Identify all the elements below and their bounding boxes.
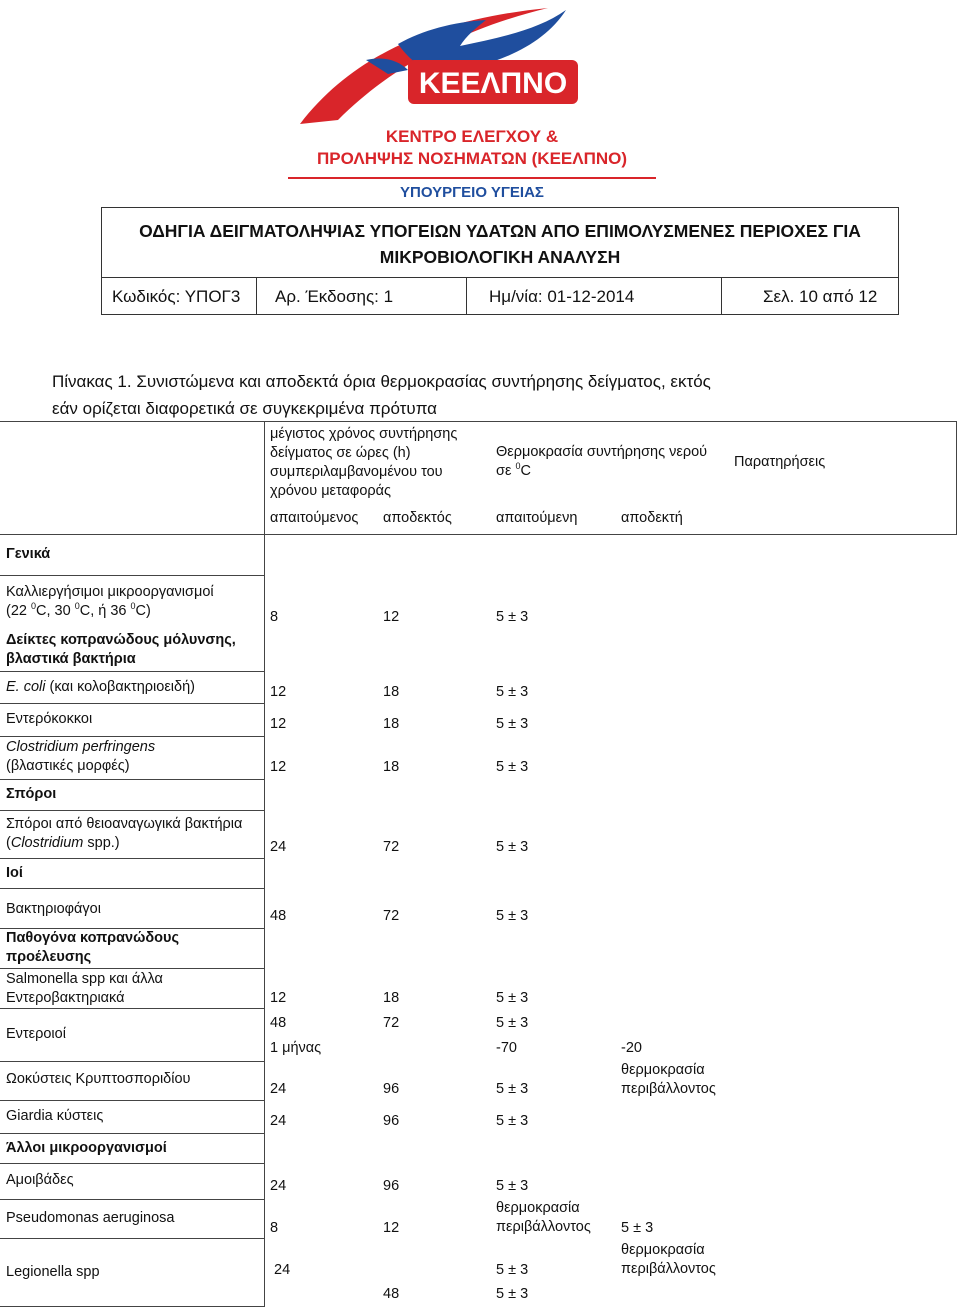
section-fecal-pathogens bbox=[6, 929, 179, 967]
cell-legionella-required-time: 24 bbox=[274, 1262, 291, 1278]
document-date: Ημ/νία: 01-12-2014 bbox=[489, 287, 635, 306]
cell-cryptosporidium-accepted-time: 96 bbox=[383, 1081, 400, 1097]
cell-cultivable-required-temp: 5 ± 3 bbox=[496, 609, 529, 625]
cell-giardia-required-temp: 5 ± 3 bbox=[496, 1113, 529, 1129]
document-title-line2: ΜΙΚΡΟΒΙΟΛΟΓΙΚΗ ΑΝΑΛΥΣΗ bbox=[379, 247, 621, 267]
cell-pseudomonas-accepted-temp: 5 ± 3 bbox=[621, 1220, 654, 1236]
column-header-max-time-line1: μέγιστος χρόνος συντήρησης bbox=[270, 426, 458, 442]
cell-salmonella-required-time: 12 bbox=[270, 990, 287, 1006]
document-code: Κωδικός: ΥΠΟΓ3 bbox=[112, 287, 241, 306]
table-grid-line bbox=[0, 1133, 265, 1134]
cell-enteroviruses-required-temp: 5 ± 3 bbox=[496, 1015, 529, 1031]
text-span: (και κολοβακτηριοειδή) bbox=[45, 679, 195, 695]
cell-enteroviruses-alt-required-temp: -70 bbox=[496, 1040, 517, 1056]
text-span: C, ή 36 bbox=[79, 603, 131, 619]
cell-pseudomonas-required-temp bbox=[496, 1199, 591, 1237]
cell-enteroviruses-accepted-time: 72 bbox=[383, 1015, 400, 1031]
table-grid-line bbox=[264, 421, 265, 534]
row-cultivable-label bbox=[6, 583, 214, 621]
row-sulfite-spores-label-line1: Σπόροι από θειοαναγωγικά βακτήρια bbox=[6, 816, 243, 832]
cell-legionella-accepted-temp-line2: περιβάλλοντος bbox=[621, 1261, 716, 1277]
table-grid-line bbox=[0, 810, 265, 811]
cell-enterococci-required-time: 12 bbox=[270, 716, 287, 732]
text-span: (22 bbox=[6, 603, 31, 619]
cell-ecoli-required-temp: 5 ± 3 bbox=[496, 684, 529, 700]
row-legionella-label: Legionella spp bbox=[6, 1264, 100, 1280]
cell-legionella-accepted-temp-line1: θερμοκρασία bbox=[621, 1242, 705, 1258]
cell-amoebae-accepted-time: 96 bbox=[383, 1178, 400, 1194]
logo-ministry: ΥΠΟΥΡΓΕΙΟ ΥΓΕΙΑΣ bbox=[400, 184, 544, 201]
header-separator bbox=[721, 278, 722, 315]
section-fecal-pathogens-line2: προέλευσης bbox=[6, 949, 92, 965]
cell-salmonella-accepted-time: 18 bbox=[383, 990, 400, 1006]
cell-enteroviruses-required-time: 48 bbox=[270, 1015, 287, 1031]
cell-cryptosporidium-accepted-temp-line2: περιβάλλοντος bbox=[621, 1081, 716, 1097]
section-fecal-indicators bbox=[6, 631, 236, 669]
cell-ecoli-required-time: 12 bbox=[270, 684, 287, 700]
logo-org-short: ΚΕΕΛΠΝΟ bbox=[418, 67, 568, 100]
dove-logo-icon bbox=[248, 0, 696, 204]
column-header-max-time-line2: δείγματος σε ώρες (h) bbox=[270, 445, 411, 461]
cell-legionella-required-temp: 5 ± 3 bbox=[496, 1262, 529, 1278]
row-cultivable-label-line1: Καλλιεργήσιμοι μικροοργανισμοί bbox=[6, 584, 214, 600]
cell-enterococci-required-temp: 5 ± 3 bbox=[496, 716, 529, 732]
cell-cryptosporidium-required-time: 24 bbox=[270, 1081, 287, 1097]
table-grid-line bbox=[0, 1238, 265, 1239]
text-span: C) bbox=[135, 603, 151, 619]
row-salmonella-label bbox=[6, 970, 163, 1008]
section-viruses: Ιοί bbox=[6, 865, 23, 881]
table-grid-line bbox=[0, 1008, 265, 1009]
logo-org-line1: ΚΕΝΤΡΟ ΕΛΕΓΧΟΥ & bbox=[385, 127, 559, 146]
cell-sulfite-required-time: 24 bbox=[270, 839, 287, 855]
row-clostridium-label bbox=[6, 738, 155, 776]
table-caption-line2: εάν ορίζεται διαφορετικά σε συγκεκριμένα πρότυπα bbox=[52, 399, 438, 418]
table-grid-line bbox=[0, 1199, 265, 1200]
cell-salmonella-required-temp: 5 ± 3 bbox=[496, 990, 529, 1006]
cell-amoebae-required-time: 24 bbox=[270, 1178, 287, 1194]
keelpno-logo bbox=[248, 0, 696, 204]
column-header-max-time bbox=[270, 425, 476, 501]
table-caption-line1: Πίνακας 1. Συνιστώμενα και αποδεκτά όρια θερμοκρασίας συντήρησης δείγματος, εκτός bbox=[52, 372, 711, 391]
table-grid-line bbox=[0, 421, 957, 422]
ecoli-species-name: E. coli bbox=[6, 679, 46, 695]
table-caption bbox=[52, 368, 952, 422]
table-grid-line bbox=[0, 1306, 265, 1307]
cell-cultivable-required-time: 8 bbox=[270, 609, 279, 625]
row-cultivable-label-line2 bbox=[6, 602, 214, 621]
degree-superscript: 0 bbox=[130, 601, 136, 612]
row-giardia-label: Giardia κύστεις bbox=[6, 1108, 104, 1124]
cell-sulfite-accepted-time: 72 bbox=[383, 839, 400, 855]
table-grid-line bbox=[0, 1061, 265, 1062]
subheader-required-time: απαιτούμενος bbox=[270, 510, 359, 526]
cell-cryptosporidium-accepted-temp bbox=[621, 1061, 716, 1099]
table-grid-line bbox=[0, 575, 265, 576]
document-header-box bbox=[101, 207, 899, 315]
degree-superscript: 0 bbox=[74, 601, 80, 612]
text-span: C, 30 bbox=[36, 603, 75, 619]
temperature-unit: C bbox=[520, 463, 531, 479]
header-separator bbox=[256, 278, 257, 315]
section-fecal-pathogens-line1: Παθογόνα κοπρανώδους bbox=[6, 930, 179, 946]
row-clostridium-label-line1: Clostridium perfringens bbox=[6, 739, 156, 755]
cell-bacteriophages-required-temp: 5 ± 3 bbox=[496, 908, 529, 924]
cell-cultivable-accepted-time: 12 bbox=[383, 609, 400, 625]
row-enterococci-label: Εντερόκοκκοι bbox=[6, 711, 93, 727]
section-spores: Σπόροι bbox=[6, 786, 57, 802]
cell-ecoli-accepted-time: 18 bbox=[383, 684, 400, 700]
row-clostridium-label-line2: (βλαστικές μορφές) bbox=[6, 758, 130, 774]
cell-clostridium-accepted-time: 18 bbox=[383, 759, 400, 775]
column-header-max-time-line4: χρόνου μεταφοράς bbox=[270, 483, 392, 499]
cell-legionella-alt-accepted-time: 48 bbox=[383, 1286, 400, 1302]
cell-enteroviruses-alt-time: 1 μήνας bbox=[270, 1040, 322, 1056]
cell-cryptosporidium-required-temp: 5 ± 3 bbox=[496, 1081, 529, 1097]
column-header-temperature bbox=[496, 443, 707, 481]
section-general: Γενικά bbox=[6, 546, 51, 562]
subheader-required-temp: απαιτούμενη bbox=[496, 510, 578, 526]
cell-giardia-required-time: 24 bbox=[270, 1113, 287, 1129]
column-header-notes: Παρατηρήσεις bbox=[734, 454, 826, 470]
table-grid-line bbox=[0, 1163, 265, 1164]
document-page-number: Σελ. 10 από 12 bbox=[763, 287, 878, 306]
cell-sulfite-required-temp: 5 ± 3 bbox=[496, 839, 529, 855]
row-sulfite-spores-label-line2 bbox=[6, 834, 242, 853]
row-sulfite-spores-label bbox=[6, 815, 242, 853]
column-header-max-time-line3: συμπεριλαμβανομένου του bbox=[270, 464, 443, 480]
cell-legionella-alt-required-temp: 5 ± 3 bbox=[496, 1286, 529, 1302]
table-grid-line bbox=[0, 858, 265, 859]
table-grid-line bbox=[0, 968, 265, 969]
text-span: spp.) bbox=[83, 835, 120, 851]
cell-bacteriophages-required-time: 48 bbox=[270, 908, 287, 924]
table-grid-line bbox=[0, 888, 265, 889]
cell-enterococci-accepted-time: 18 bbox=[383, 716, 400, 732]
cell-enteroviruses-alt-accepted-temp: -20 bbox=[621, 1040, 642, 1056]
cell-pseudomonas-required-temp-line1: θερμοκρασία bbox=[496, 1200, 580, 1216]
row-salmonella-label-line2: Εντεροβακτηριακά bbox=[6, 990, 125, 1006]
table-grid-line bbox=[0, 736, 265, 737]
row-ecoli-label bbox=[6, 678, 195, 697]
column-header-temperature-line2 bbox=[496, 462, 707, 481]
section-other-microorganisms: Άλλοι μικροοργανισμοί bbox=[6, 1140, 167, 1156]
cell-clostridium-required-time: 12 bbox=[270, 759, 287, 775]
section-fecal-indicators-line2: βλαστικά βακτήρια bbox=[6, 651, 136, 667]
row-cryptosporidium-label: Ωοκύστεις Κρυπτοσποριδίου bbox=[6, 1071, 191, 1087]
table-grid-line bbox=[264, 534, 265, 1306]
column-header-temperature-line1: Θερμοκρασία συντήρησης νερού bbox=[496, 444, 708, 460]
table-grid-line bbox=[956, 421, 957, 534]
section-fecal-indicators-line1: Δείκτες κοπρανώδους μόλυνσης, bbox=[6, 632, 236, 648]
table-grid-line bbox=[0, 1100, 265, 1101]
cell-pseudomonas-required-temp-line2: περιβάλλοντος bbox=[496, 1219, 591, 1235]
logo-org-line2: ΠΡΟΛΗΨΗΣ ΝΟΣΗΜΑΤΩΝ (ΚΕΕΛΠΝΟ) bbox=[316, 149, 628, 168]
cell-amoebae-required-temp: 5 ± 3 bbox=[496, 1178, 529, 1194]
temperature-label-prefix: σε bbox=[496, 463, 516, 479]
cell-pseudomonas-accepted-time: 12 bbox=[383, 1220, 400, 1236]
cell-pseudomonas-required-time: 8 bbox=[270, 1220, 279, 1236]
row-amoebae-label: Αμοιβάδες bbox=[6, 1172, 74, 1188]
document-title bbox=[102, 218, 898, 270]
document-title-line1: ΟΔΗΓΙΑ ΔΕΙΓΜΑΤΟΛΗΨΙΑΣ ΥΠΟΓΕΙΩΝ ΥΔΑΤΩΝ ΑΠΟ ΕΠΙΜΟΛΥΣΜΕΝΕΣ ΠΕΡΙΟΧΕΣ ΓΙΑ bbox=[139, 221, 861, 241]
cell-clostridium-required-temp: 5 ± 3 bbox=[496, 759, 529, 775]
clostridium-genus-name: Clostridium bbox=[10, 835, 84, 851]
cell-cryptosporidium-accepted-temp-line1: θερμοκρασία bbox=[621, 1062, 705, 1078]
row-salmonella-label-line1: Salmonella spp και άλλα bbox=[6, 971, 163, 987]
table-grid-line bbox=[0, 703, 265, 704]
row-bacteriophages-label: Βακτηριοφάγοι bbox=[6, 901, 101, 917]
subheader-accepted-time: αποδεκτός bbox=[383, 510, 452, 526]
row-enteroviruses-label: Εντεροιοί bbox=[6, 1026, 66, 1042]
table-grid-line bbox=[0, 534, 957, 535]
row-pseudomonas-label: Pseudomonas aeruginosa bbox=[6, 1210, 175, 1226]
text-span: ( bbox=[6, 835, 11, 851]
document-version: Αρ. Έκδοσης: 1 bbox=[275, 287, 394, 306]
degree-superscript: 0 bbox=[31, 601, 37, 612]
subheader-accepted-temp: αποδεκτή bbox=[621, 510, 683, 526]
table-grid-line bbox=[0, 671, 265, 672]
cell-bacteriophages-accepted-time: 72 bbox=[383, 908, 400, 924]
header-separator bbox=[466, 278, 467, 315]
table-grid-line bbox=[0, 779, 265, 780]
cell-legionella-accepted-temp bbox=[621, 1241, 716, 1279]
degree-superscript: 0 bbox=[515, 461, 521, 472]
cell-giardia-accepted-time: 96 bbox=[383, 1113, 400, 1129]
